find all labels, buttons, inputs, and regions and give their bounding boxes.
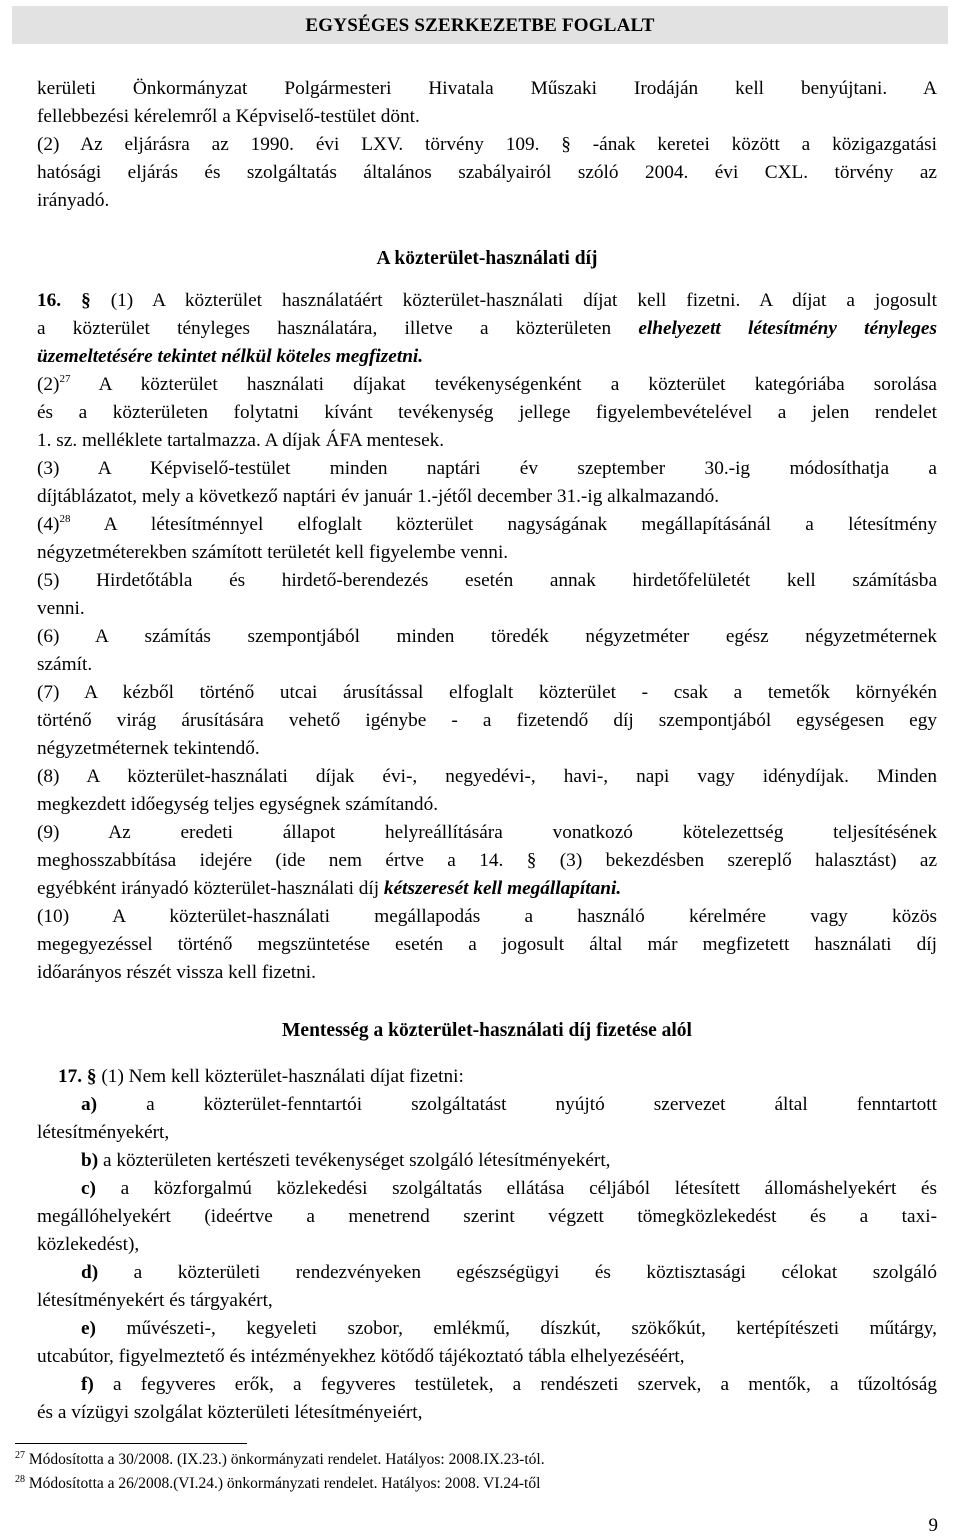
paragraph-16-9: (9) Az eredeti állapot helyreállítására vonatkozó kötelezettség teljesítésének — [37, 822, 937, 843]
emphasis-text: elhelyezett létesítmény tényleges — [638, 318, 937, 339]
emphasis-line: üzemeltetésére tekintet nélkül köteles megfizetni. — [37, 346, 424, 367]
paragraph-16-1: 16. § (1) A közterület használatáért közterület-használati díjat kell fizetni. A díjat a jogosult — [37, 290, 937, 311]
text-line: irányadó. — [37, 190, 110, 211]
paragraph-16-4: $(4)^{28}$ A létesítménnyel elfoglalt közterület nagyságának megállapításánál a létesítmény — [37, 513, 937, 535]
document-header-banner — [12, 6, 948, 44]
text-line: létesítményekért és tárgyakért, — [37, 1290, 273, 1311]
emphasis-text: kétszeresét kell megállapítani. — [383, 878, 622, 899]
text-line: és a vízügyi szolgálat közterületi létesítményeiért, — [37, 1402, 423, 1423]
paragraph-16-10: (10) A közterület-használati megállapodás a használó kérelmére vagy közös — [37, 906, 937, 927]
header-title: EGYSÉGES SZERKEZETBE FOGLALT — [305, 15, 655, 36]
text-line: megállóhelyekért (ideértve a menetrend szerint végzett tömegközlekedést és a taxi- — [37, 1206, 937, 1227]
footnote-ref: 27 — [59, 373, 71, 385]
text-line: történő virág árusítására vehető igénybe - a fizetendő díj szempontjából egységesen egy — [37, 710, 937, 731]
document-body — [37, 75, 937, 1427]
page-number: 9 — [928, 1515, 938, 1536]
text-line: megkezdett időegység teljes egységnek számítandó. — [37, 794, 439, 815]
text-line: kerületi Önkormányzat Polgármesteri Hivatala Műszaki Irodáján kell benyújtani. A — [37, 78, 937, 99]
paragraph-17-1: 17. § (1) Nem kell közterület-használati díjat fizetni: — [58, 1066, 464, 1087]
text-line: négyzetméternek tekintendő. — [37, 738, 260, 759]
text-line: venni. — [37, 598, 85, 619]
list-item-c: c) a közforgalmú közlekedési szolgáltatás ellátása céljából létesített állomáshelyekért és — [81, 1178, 937, 1199]
text-line: számít. — [37, 654, 93, 675]
text-line: létesítményekért, — [37, 1122, 170, 1143]
list-item-f: f) a fegyveres erők, a fegyveres testületek, a rendészeti szervek, a mentők, a tűzoltóság — [81, 1374, 937, 1395]
text-line: hatósági eljárás és szolgáltatás általános szabályairól szóló 2004. évi CXL. törvény az — [37, 162, 937, 183]
text-line: megegyezéssel történő megszüntetése esetén a jogosult által már megfizetett használati díj — [37, 934, 937, 955]
text-line: időarányos részét vissza kell fizetni. — [37, 962, 316, 983]
text-line: (2) Az eljárásra az 1990. évi LXV. törvény 109. § -ának keretei között a közigazgatási — [37, 134, 937, 155]
section-heading-fee: A közterület-használati díj — [376, 248, 598, 269]
text-line: meghosszabbítása idejére (ide nem értve a 14. § (3) bekezdésben szereplő halasztást) az — [37, 850, 937, 871]
section-number: 16. § — [37, 290, 91, 311]
paragraph-16-7: (7) A kézből történő utcai árusítással elfoglalt közterület - csak a temetők környékén — [37, 682, 937, 703]
text-line: utcabútor, figyelmeztető és intézményekhez kötődő tájékoztató tábla elhelyezéséért, — [37, 1346, 685, 1367]
text-line: közlekedést), — [37, 1234, 140, 1255]
text-line: és a közterületen folytatni kívánt tevékenység jellege figyelembevételével a jelen rendelet — [37, 402, 937, 423]
list-item-d: d) a közterületi rendezvényeken egészségügyi és köztisztasági célokat szolgáló — [81, 1262, 937, 1283]
footnote-ref: 28 — [59, 513, 71, 525]
list-item-e: e) művészeti-, kegyeleti szobor, emlékmű, díszkút, szökőkút, kertépítészeti műtárgy, — [81, 1318, 937, 1339]
list-item-b: b) a közterületen kertészeti tevékenységet szolgáló létesítményekért, — [81, 1150, 611, 1171]
text-line: díjtáblázatot, mely a következő naptári év január 1.-jétől december 31.-ig alkalmazandó. — [37, 486, 720, 507]
paragraph-16-3: (3) A Képviselő-testület minden naptári év szeptember 30.-ig módosíthatja a — [37, 458, 937, 479]
footnote-28: $^{28}$ Módosította a 26/2008.(VI.24.) önkormányzati rendelet. Hatályos: 2008. VI.24-től — [15, 1474, 541, 1492]
paragraph-16-8: (8) A közterület-használati díjak évi-, negyedévi-, havi-, napi vagy idénydíjak. Minden — [37, 766, 937, 787]
footnote-separator — [15, 1443, 247, 1444]
text-line: négyzetméterekben számított területét kell figyelembe venni. — [37, 542, 509, 563]
section-number: 17. § — [58, 1066, 97, 1087]
text-line: a közterület tényleges használatára, illetve a közterületen elhelyezett létesítmény tényleges — [37, 318, 937, 339]
paragraph-16-5: (5) Hirdetőtábla és hirdető-berendezés esetén annak hirdetőfelületét kell számításba — [37, 570, 937, 591]
footnote-27: $^{27}$ Módosította a 30/2008. (IX.23.) önkormányzati rendelet. Hatályos: 2008.IX.23-tól. — [15, 1450, 545, 1468]
section-heading-exemption: Mentesség a közterület-használati díj fizetése alól — [282, 1020, 692, 1041]
text-line: egyébként irányadó közterület-használati díj kétszeresét kell megállapítani. — [37, 878, 622, 899]
paragraph-16-6: (6) A számítás szempontjából minden töredék négyzetméter egész négyzetméternek — [37, 626, 937, 647]
list-item-a: a) a közterület-fenntartói szolgáltatást nyújtó szervezet által fenntartott — [81, 1094, 937, 1115]
text-line: 1. sz. melléklete tartalmazza. A díjak ÁFA mentesek. — [37, 430, 445, 451]
text-line: fellebbezési kérelemről a Képviselő-testület dönt. — [37, 106, 420, 127]
paragraph-16-2: $(2)^{27}$ A közterület használati díjakat tevékenységenként a közterület kategóriába sorolása — [37, 373, 937, 395]
